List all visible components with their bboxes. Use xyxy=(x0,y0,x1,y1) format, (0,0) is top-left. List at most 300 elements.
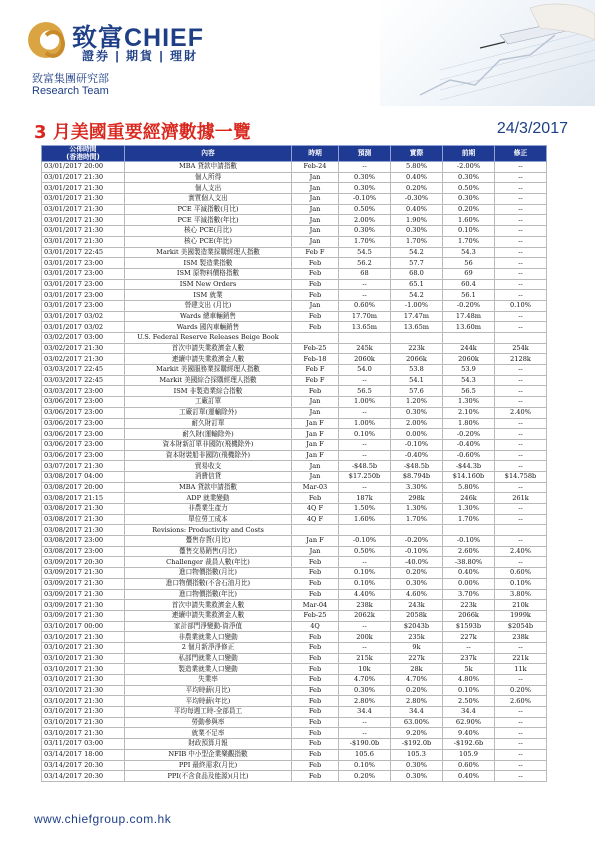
col-period-cell xyxy=(292,333,339,344)
col-release-time-cell: 03/01/2017 23:00 xyxy=(42,258,125,269)
col-period-cell: Jan F xyxy=(292,439,339,450)
col-content-cell: 工廠訂單 xyxy=(125,397,292,408)
col-forecast-cell: 0.30% xyxy=(339,685,391,696)
col-actual-cell: 3.30% xyxy=(391,482,443,493)
table-row xyxy=(42,322,547,333)
col-release-time-cell: 03/01/2017 21:30 xyxy=(42,183,125,194)
col-release-time-cell: 03/06/2017 23:00 xyxy=(42,450,125,461)
table-row xyxy=(42,183,547,194)
col-forecast-cell: 4.40% xyxy=(339,589,391,600)
chief-logo-icon xyxy=(28,22,64,58)
table-row xyxy=(42,536,547,547)
col-content-cell: 就業不足率 xyxy=(125,728,292,739)
col-content-cell: 貿易收支 xyxy=(125,461,292,472)
col-release-time-cell: 03/10/2017 00:00 xyxy=(42,621,125,632)
col-release-time-cell: 03/01/2017 23:00 xyxy=(42,268,125,279)
col-actual-cell: -0.10% xyxy=(391,439,443,450)
col-forecast-cell: 0.10% xyxy=(339,578,391,589)
col-period-cell: Feb xyxy=(292,578,339,589)
col-previous-cell: -0.40% xyxy=(443,439,495,450)
col-content-cell: 躉售交易銷售(月比) xyxy=(125,546,292,557)
table-row xyxy=(42,525,547,536)
table-row xyxy=(42,568,547,579)
col-actual-cell: 0.20% xyxy=(391,568,443,579)
col-forecast-cell: -- xyxy=(339,279,391,290)
table-row xyxy=(42,514,547,525)
col-release-time-cell: 03/08/2017 21:30 xyxy=(42,525,125,536)
col-previous-cell: 1.30% xyxy=(443,504,495,515)
col-content-cell: Challenger 裁員人數(年比) xyxy=(125,557,292,568)
col-previous-cell: 56.5 xyxy=(443,386,495,397)
col-content-header: 內容 xyxy=(125,146,292,162)
col-release-time-cell: 03/03/2017 23:00 xyxy=(42,386,125,397)
col-forecast-cell: -- xyxy=(339,717,391,728)
col-period-cell: 4Q xyxy=(292,621,339,632)
col-actual-cell: -0.30% xyxy=(391,194,443,205)
col-content-cell: 資本財裝船非國防(飛機除外) xyxy=(125,450,292,461)
col-previous-cell: 4.80% xyxy=(443,675,495,686)
col-actual-cell: 2066k xyxy=(391,354,443,365)
col-forecast-cell: 2060k xyxy=(339,354,391,365)
col-revised-cell: 2.40% xyxy=(495,546,547,557)
col-actual-cell: 0.20% xyxy=(391,685,443,696)
col-content-cell: PPI 最終需求(月比) xyxy=(125,760,292,771)
col-period-cell: 4Q F xyxy=(292,504,339,515)
col-period-cell: Feb xyxy=(292,675,339,686)
col-revised-cell: -- xyxy=(495,365,547,376)
col-revised-cell: -- xyxy=(495,162,547,173)
table-row xyxy=(42,771,547,782)
col-revised-cell: -- xyxy=(495,397,547,408)
col-previous-cell: 0.60% xyxy=(443,760,495,771)
col-content-cell: 財政預算月報 xyxy=(125,739,292,750)
table-row xyxy=(42,258,547,269)
col-content-cell: 首次申請失業救濟金人數 xyxy=(125,343,292,354)
col-content-cell: PCE 平減指數(年比) xyxy=(125,215,292,226)
col-forecast-cell: 56.5 xyxy=(339,386,391,397)
col-release-time-cell: 03/09/2017 21:30 xyxy=(42,600,125,611)
col-revised-cell: -- xyxy=(495,557,547,568)
col-revised-cell: -- xyxy=(495,749,547,760)
col-revised-cell: -- xyxy=(495,536,547,547)
col-period-cell: Jan xyxy=(292,300,339,311)
table-row xyxy=(42,493,547,504)
col-content-cell: 進口物價指數(年比) xyxy=(125,589,292,600)
col-actual-cell: 4.60% xyxy=(391,589,443,600)
col-release-time-cell: 03/02/2017 03:00 xyxy=(42,333,125,344)
col-release-time-cell: 03/01/2017 21:30 xyxy=(42,172,125,183)
col-period-cell: Feb xyxy=(292,771,339,782)
col-forecast-header: 預測 xyxy=(339,146,391,162)
col-forecast-cell: 0.30% xyxy=(339,172,391,183)
col-forecast-cell: -- xyxy=(339,162,391,173)
table-row xyxy=(42,728,547,739)
col-forecast-cell: 1.00% xyxy=(339,418,391,429)
col-actual-cell: 54.2 xyxy=(391,247,443,258)
table-row xyxy=(42,343,547,354)
col-period-cell: Feb xyxy=(292,696,339,707)
col-release-time-cell: 03/01/2017 03/02 xyxy=(42,311,125,322)
col-period-cell: Jan xyxy=(292,172,339,183)
col-forecast-cell: 4.70% xyxy=(339,675,391,686)
table-row xyxy=(42,696,547,707)
table-row xyxy=(42,578,547,589)
col-forecast-cell: 238k xyxy=(339,600,391,611)
col-actual-cell: 1.20% xyxy=(391,397,443,408)
col-revised-cell: -- xyxy=(495,311,547,322)
col-forecast-cell: 1.70% xyxy=(339,236,391,247)
col-revised-cell: 261k xyxy=(495,493,547,504)
col-release-time-cell: 03/10/2017 21:30 xyxy=(42,664,125,675)
col-period-cell: Jan F xyxy=(292,418,339,429)
col-content-cell: ISM New Orders xyxy=(125,279,292,290)
col-revised-cell: 210k xyxy=(495,600,547,611)
col-previous-cell: 0.40% xyxy=(443,568,495,579)
col-content-cell: 連續申請失業救濟金人數 xyxy=(125,610,292,621)
table-row xyxy=(42,247,547,258)
col-previous-cell xyxy=(443,525,495,536)
col-previous-cell: 0.10% xyxy=(443,685,495,696)
col-forecast-cell: $17.250b xyxy=(339,471,391,482)
col-previous-cell: 34.4 xyxy=(443,707,495,718)
col-revised-cell: -- xyxy=(495,728,547,739)
col-period-cell xyxy=(292,525,339,536)
col-previous-cell: $1593b xyxy=(443,621,495,632)
page-title: 3 月美國重要經濟數據一覽 xyxy=(34,122,251,143)
table-row xyxy=(42,461,547,472)
col-previous-header: 前期 xyxy=(443,146,495,162)
col-actual-cell: 57.7 xyxy=(391,258,443,269)
table-row xyxy=(42,397,547,408)
col-content-cell: 失業率 xyxy=(125,675,292,686)
table-row xyxy=(42,386,547,397)
col-forecast-cell: 0.50% xyxy=(339,546,391,557)
col-content-cell: 非農業生產力 xyxy=(125,504,292,515)
col-revised-cell: -- xyxy=(495,258,547,269)
col-previous-cell: 9.40% xyxy=(443,728,495,739)
col-previous-cell: 56 xyxy=(443,258,495,269)
col-forecast-cell: -- xyxy=(339,728,391,739)
col-release-time-cell: 03/02/2017 21:30 xyxy=(42,343,125,354)
col-revised-cell: -- xyxy=(495,183,547,194)
col-forecast-cell: 34.4 xyxy=(339,707,391,718)
col-release-time-cell: 03/01/2017 21:30 xyxy=(42,204,125,215)
col-release-time-cell: 03/06/2017 23:00 xyxy=(42,439,125,450)
col-release-time-cell: 03/08/2017 23:00 xyxy=(42,536,125,547)
col-content-cell: 耐久財訂單 xyxy=(125,418,292,429)
header-photo xyxy=(380,0,595,106)
col-revised-cell: -- xyxy=(495,290,547,301)
col-actual-cell: 68.0 xyxy=(391,268,443,279)
col-revised-cell: -- xyxy=(495,675,547,686)
col-forecast-cell: -- xyxy=(339,439,391,450)
col-content-cell: MBA 貸款申請指數 xyxy=(125,482,292,493)
col-forecast-cell: 56.2 xyxy=(339,258,391,269)
col-period-cell: Jan xyxy=(292,226,339,237)
col-previous-cell xyxy=(443,333,495,344)
col-release-time-cell: 03/10/2017 21:30 xyxy=(42,632,125,643)
col-forecast-cell: 13.65m xyxy=(339,322,391,333)
col-previous-cell: 237k xyxy=(443,653,495,664)
table-row xyxy=(42,632,547,643)
col-content-cell: ISM 製造業指數 xyxy=(125,258,292,269)
table-row xyxy=(42,226,547,237)
col-revised-cell: -- xyxy=(495,707,547,718)
table-row xyxy=(42,450,547,461)
table-row xyxy=(42,589,547,600)
col-period-cell: Feb-24 xyxy=(292,162,339,173)
col-content-cell: 平均時薪(月比) xyxy=(125,685,292,696)
col-previous-cell: 2066k xyxy=(443,610,495,621)
col-actual-cell xyxy=(391,525,443,536)
col-actual-cell: 0.30% xyxy=(391,760,443,771)
col-release-time-cell: 03/14/2017 18:00 xyxy=(42,749,125,760)
col-release-time-cell: 03/06/2017 23:00 xyxy=(42,418,125,429)
col-actual-cell: 0.30% xyxy=(391,771,443,782)
col-content-cell: 非農業就業人口變動 xyxy=(125,632,292,643)
col-forecast-cell: -- xyxy=(339,557,391,568)
table-row xyxy=(42,482,547,493)
col-forecast-cell: 0.10% xyxy=(339,429,391,440)
col-forecast-cell: 1.50% xyxy=(339,504,391,515)
table-row xyxy=(42,407,547,418)
col-period-cell: Feb xyxy=(292,685,339,696)
col-actual-cell: 54.1 xyxy=(391,375,443,386)
col-release-time-cell: 03/03/2017 22:45 xyxy=(42,365,125,376)
col-actual-cell: 1.70% xyxy=(391,514,443,525)
col-content-cell: 個人支出 xyxy=(125,183,292,194)
table-row xyxy=(42,268,547,279)
col-previous-cell: -$44.3b xyxy=(443,461,495,472)
col-release-time-cell: 03/01/2017 23:00 xyxy=(42,279,125,290)
col-period-cell: Jan xyxy=(292,183,339,194)
col-revised-cell: -- xyxy=(495,482,547,493)
col-period-cell: Feb F xyxy=(292,365,339,376)
col-revised-cell: 11k xyxy=(495,664,547,675)
col-actual-cell: 235k xyxy=(391,632,443,643)
col-actual-header: 實際 xyxy=(391,146,443,162)
col-release-time-cell: 03/01/2017 21:30 xyxy=(42,194,125,205)
col-period-cell: Feb xyxy=(292,728,339,739)
col-previous-cell: 69 xyxy=(443,268,495,279)
col-previous-cell: 105.9 xyxy=(443,749,495,760)
col-forecast-cell: -- xyxy=(339,482,391,493)
col-previous-cell: 2.60% xyxy=(443,546,495,557)
col-previous-cell: 1.60% xyxy=(443,215,495,226)
col-previous-cell: 5k xyxy=(443,664,495,675)
col-actual-cell: 54.2 xyxy=(391,290,443,301)
col-period-cell: Feb xyxy=(292,311,339,322)
col-release-time-cell: 03/10/2017 21:30 xyxy=(42,642,125,653)
table-row xyxy=(42,760,547,771)
col-period-cell: 4Q F xyxy=(292,514,339,525)
col-release-time-cell: 03/10/2017 21:30 xyxy=(42,707,125,718)
col-revised-cell: -- xyxy=(495,439,547,450)
table-row xyxy=(42,557,547,568)
col-revised-cell: 0.60% xyxy=(495,568,547,579)
table-row xyxy=(42,429,547,440)
col-release-time-cell: 03/02/2017 21:30 xyxy=(42,354,125,365)
col-forecast-cell: -$48.5b xyxy=(339,461,391,472)
col-previous-cell: 5.80% xyxy=(443,482,495,493)
col-previous-cell: 53.9 xyxy=(443,365,495,376)
col-previous-cell: 2.50% xyxy=(443,696,495,707)
col-period-cell: Jan F xyxy=(292,450,339,461)
col-previous-cell: -0.10% xyxy=(443,536,495,547)
col-release-time-cell: 03/01/2017 21:30 xyxy=(42,215,125,226)
col-content-cell: PCE 平減指數(月比) xyxy=(125,204,292,215)
col-revised-cell: $14.758b xyxy=(495,471,547,482)
table-row xyxy=(42,621,547,632)
col-release-time-cell: 03/09/2017 21:30 xyxy=(42,589,125,600)
col-period-cell: Feb-25 xyxy=(292,610,339,621)
col-actual-cell: 63.00% xyxy=(391,717,443,728)
col-previous-cell: 2060k xyxy=(443,354,495,365)
col-period-cell: Feb xyxy=(292,258,339,269)
table-row xyxy=(42,162,547,173)
col-revised-cell: 0.10% xyxy=(495,578,547,589)
col-revised-cell: 1999k xyxy=(495,610,547,621)
col-previous-cell: -0.20% xyxy=(443,429,495,440)
col-actual-cell: 5.80% xyxy=(391,162,443,173)
col-previous-cell: 223k xyxy=(443,600,495,611)
col-actual-cell: 1.30% xyxy=(391,504,443,515)
col-content-cell: 核心 PCE(年比) xyxy=(125,236,292,247)
col-actual-cell: 298k xyxy=(391,493,443,504)
col-period-cell: Feb xyxy=(292,557,339,568)
table-row xyxy=(42,653,547,664)
col-period-header: 時期 xyxy=(292,146,339,162)
col-release-time-cell: 03/09/2017 21:30 xyxy=(42,568,125,579)
col-content-cell: 首次申請失業救濟金人數 xyxy=(125,600,292,611)
table-row xyxy=(42,675,547,686)
table-row xyxy=(42,204,547,215)
col-forecast-cell: 17.70m xyxy=(339,311,391,322)
col-period-cell: Feb xyxy=(292,739,339,750)
col-forecast-cell: 105.6 xyxy=(339,749,391,760)
col-release-time-cell: 03/10/2017 21:30 xyxy=(42,717,125,728)
table-row xyxy=(42,215,547,226)
research-dept-en: Research Team xyxy=(32,85,109,97)
col-actual-cell: 105.3 xyxy=(391,749,443,760)
col-period-cell: Feb xyxy=(292,707,339,718)
col-revised-cell: -- xyxy=(495,760,547,771)
col-release-time-cell: 03/10/2017 21:30 xyxy=(42,675,125,686)
col-content-cell: Wards 國內車輛銷售 xyxy=(125,322,292,333)
col-actual-cell: 2.00% xyxy=(391,418,443,429)
col-content-cell: Markit 美國綜合採購經理人指數 xyxy=(125,375,292,386)
col-revised-cell: -- xyxy=(495,418,547,429)
col-previous-cell: 1.70% xyxy=(443,514,495,525)
col-period-cell: Feb xyxy=(292,717,339,728)
col-period-cell: Feb-18 xyxy=(292,354,339,365)
col-revised-cell: -- xyxy=(495,461,547,472)
col-content-cell: PPI(不含食品及能源)(月比) xyxy=(125,771,292,782)
col-previous-cell: 0.20% xyxy=(443,204,495,215)
col-previous-cell: 227k xyxy=(443,632,495,643)
col-forecast-cell: -- xyxy=(339,621,391,632)
col-release-time-cell: 03/11/2017 03:00 xyxy=(42,739,125,750)
col-content-cell: 連續申請失業救濟金人數 xyxy=(125,354,292,365)
col-release-time-cell: 03/01/2017 23:00 xyxy=(42,290,125,301)
col-revised-cell: -- xyxy=(495,717,547,728)
table-row xyxy=(42,172,547,183)
col-release-time-cell: 03/06/2017 23:00 xyxy=(42,397,125,408)
col-content-cell: Markit 美國製造業採購經理人指數 xyxy=(125,247,292,258)
col-actual-cell: 53.8 xyxy=(391,365,443,376)
col-actual-cell: 0.30% xyxy=(391,578,443,589)
col-period-cell: Feb xyxy=(292,493,339,504)
col-actual-cell: 28k xyxy=(391,664,443,675)
col-forecast-cell: -$190.0b xyxy=(339,739,391,750)
col-revised-cell: 221k xyxy=(495,653,547,664)
col-release-time-cell: 03/06/2017 23:00 xyxy=(42,407,125,418)
col-actual-cell: -0.20% xyxy=(391,536,443,547)
col-content-cell: 工廠訂單(運輸除外) xyxy=(125,407,292,418)
col-previous-cell: 54.3 xyxy=(443,247,495,258)
col-forecast-cell: 0.10% xyxy=(339,568,391,579)
col-forecast-cell: 215k xyxy=(339,653,391,664)
table-row xyxy=(42,546,547,557)
col-period-cell: Feb xyxy=(292,749,339,760)
col-release-time-cell: 03/01/2017 23:00 xyxy=(42,300,125,311)
col-revised-cell: -- xyxy=(495,429,547,440)
col-period-cell: Jan xyxy=(292,407,339,418)
col-actual-cell: 9.20% xyxy=(391,728,443,739)
col-previous-cell: 56.1 xyxy=(443,290,495,301)
col-forecast-cell: 54.0 xyxy=(339,365,391,376)
col-forecast-cell: 68 xyxy=(339,268,391,279)
col-release-time-cell: 03/08/2017 23:00 xyxy=(42,546,125,557)
col-revised-cell: 2128k xyxy=(495,354,547,365)
col-forecast-cell: 2.00% xyxy=(339,215,391,226)
table-row xyxy=(42,311,547,322)
table-row xyxy=(42,236,547,247)
col-forecast-cell: 1.00% xyxy=(339,397,391,408)
col-actual-cell: -40.0% xyxy=(391,557,443,568)
table-row xyxy=(42,504,547,515)
col-release-time-cell: 03/10/2017 21:30 xyxy=(42,728,125,739)
col-release-time-cell: 03/07/2017 21:30 xyxy=(42,461,125,472)
col-previous-cell: 1.80% xyxy=(443,418,495,429)
col-release-time-cell: 03/08/2017 04:00 xyxy=(42,471,125,482)
col-content-cell: 平均每週工時-全部員工 xyxy=(125,707,292,718)
col-actual-cell xyxy=(391,333,443,344)
col-revised-cell: -- xyxy=(495,194,547,205)
col-forecast-cell: 200k xyxy=(339,632,391,643)
col-content-cell: 耐久財(運輸除外) xyxy=(125,429,292,440)
col-period-cell: Jan xyxy=(292,461,339,472)
col-revised-cell: 2.40% xyxy=(495,407,547,418)
col-actual-cell: 1.90% xyxy=(391,215,443,226)
col-previous-cell: 244k xyxy=(443,343,495,354)
col-revised-header: 修正 xyxy=(495,146,547,162)
col-content-cell: 製造業就業人口變動 xyxy=(125,664,292,675)
col-revised-cell: -- xyxy=(495,322,547,333)
col-release-time-cell: 03/09/2017 21:30 xyxy=(42,578,125,589)
col-release-time-cell: 03/10/2017 21:30 xyxy=(42,653,125,664)
table-row xyxy=(42,418,547,429)
col-content-cell: ISM 非製造業綜合指數 xyxy=(125,386,292,397)
col-revised-cell: 238k xyxy=(495,632,547,643)
col-content-cell: 家計部門淨變動-資淨值 xyxy=(125,621,292,632)
col-period-cell: Feb xyxy=(292,653,339,664)
col-previous-cell: 0.50% xyxy=(443,183,495,194)
col-actual-cell: 9k xyxy=(391,642,443,653)
col-release-time-cell: 03/06/2017 23:00 xyxy=(42,429,125,440)
col-previous-cell: 54.3 xyxy=(443,375,495,386)
col-content-cell: 核心 PCE(月比) xyxy=(125,226,292,237)
